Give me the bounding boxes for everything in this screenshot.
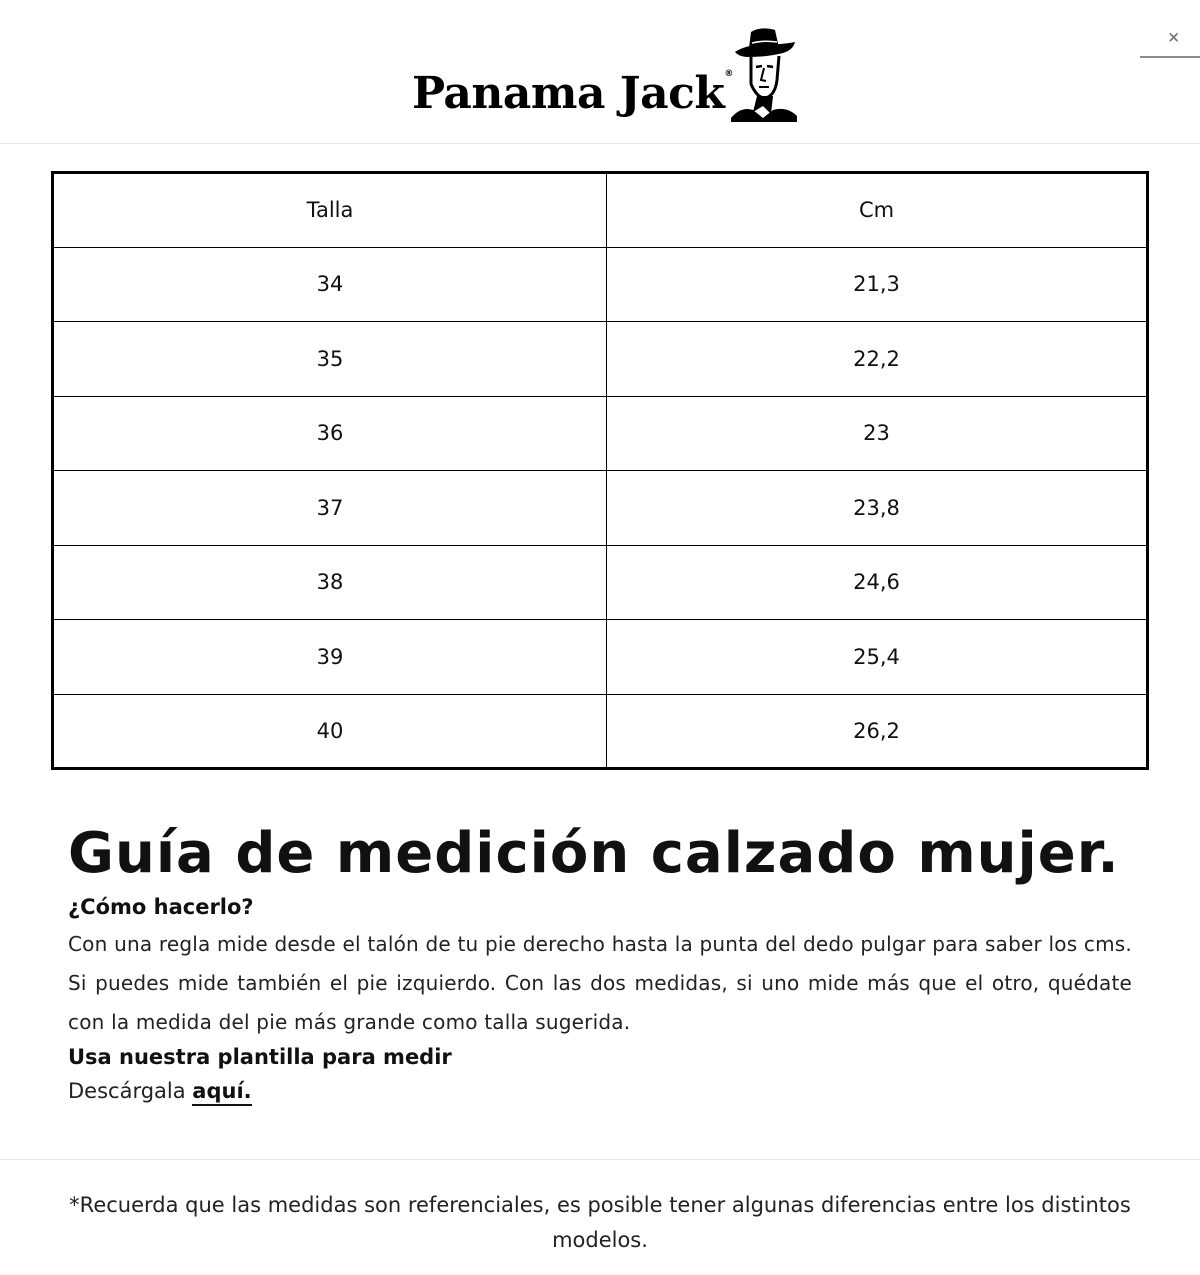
size-cell: 39 [53, 620, 607, 695]
cm-cell: 22,2 [607, 322, 1148, 397]
table-row [53, 694, 1148, 769]
page-title: Guía de medición calzado mujer. [68, 821, 1120, 886]
download-template-link[interactable]: aquí. [192, 1079, 251, 1106]
size-cell: 40 [53, 694, 607, 769]
template-heading: Usa nuestra plantilla para medir [68, 1045, 452, 1069]
table-row [53, 620, 1148, 695]
column-header-cm: Cm [607, 173, 1148, 248]
table-row [53, 396, 1148, 471]
download-line [68, 1074, 1132, 1108]
cm-cell: 21,3 [607, 247, 1148, 322]
cm-cell: 26,2 [607, 694, 1148, 769]
size-cell: 37 [53, 471, 607, 546]
registered-mark: ® [724, 69, 733, 79]
table-header-row [53, 173, 1148, 248]
close-button[interactable] [1140, 24, 1200, 58]
cm-cell: 25,4 [607, 620, 1148, 695]
measurement-guide [68, 818, 1132, 1108]
man-in-hat-logo-icon [727, 26, 799, 122]
table-row [53, 545, 1148, 620]
table-row [53, 247, 1148, 322]
disclaimer-note: *Recuerda que las medidas son referenciales, es posible tener algunas diferencias entre los distintos modelos. [69, 1193, 1131, 1252]
cm-cell: 23,8 [607, 471, 1148, 546]
size-cell: 34 [53, 247, 607, 322]
size-cell: 38 [53, 545, 607, 620]
close-icon: × [1167, 28, 1180, 46]
size-cell: 35 [53, 322, 607, 397]
size-table [51, 171, 1149, 770]
brand-logo [412, 22, 799, 122]
download-prefix: Descárgala [68, 1079, 193, 1103]
cm-cell: 23 [607, 396, 1148, 471]
brand-name: Panama Jack® [412, 68, 733, 119]
size-cell: 36 [53, 396, 607, 471]
table-row [53, 471, 1148, 546]
column-header-talla: Talla [53, 173, 607, 248]
how-to-instructions: Con una regla mide desde el talón de tu pie derecho hasta la punta del dedo pulgar para saber los cms. Si puedes mide también el pie izquierdo. Con las dos medidas, si uno mide más que el otro, quédate con la medida del pie más grande como talla sugerida. [68, 932, 1132, 1034]
table-row [53, 322, 1148, 397]
modal-header [0, 0, 1200, 144]
cm-cell: 24,6 [607, 545, 1148, 620]
how-to-heading: ¿Cómo hacerlo? [68, 895, 254, 919]
modal-footer [0, 1159, 1200, 1275]
